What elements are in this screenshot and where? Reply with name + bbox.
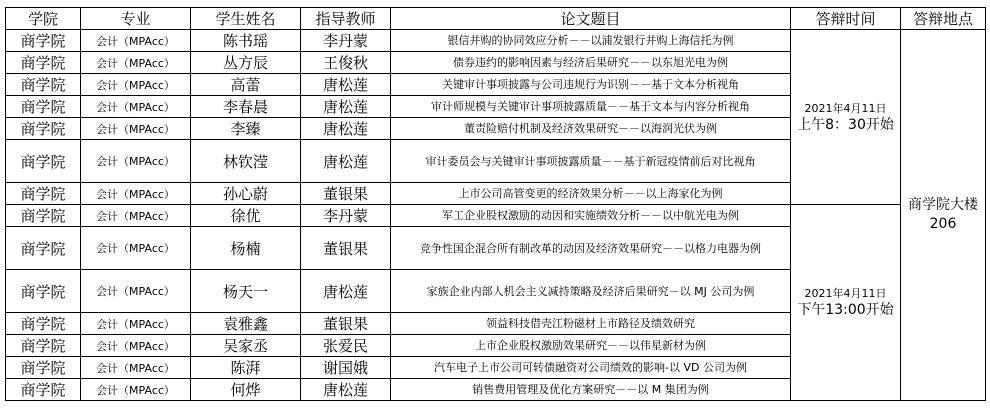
student-cell: 徐优	[191, 205, 301, 227]
table-row	[6, 30, 986, 52]
thesis-title-cell: 关键审计事项披露与公司违规行为识别－－基于文本分析视角	[391, 74, 791, 96]
college-cell: 商学院	[6, 379, 81, 401]
advisor-cell: 董银果	[301, 313, 391, 335]
header-place: 答辩地点	[901, 8, 986, 30]
college-cell: 商学院	[6, 335, 81, 357]
major-cell: 会计（MPAcc）	[81, 140, 191, 183]
student-cell: 杨楠	[191, 227, 301, 270]
thesis-title-cell: 审计师规模与关键审计事项披露质量－－基于文本与内容分析视角	[391, 96, 791, 118]
student-cell: 陈湃	[191, 357, 301, 379]
afternoon-date: 2021年4月11日	[804, 287, 887, 300]
major-cell: 会计（MPAcc）	[81, 183, 191, 205]
header-advisor: 指导教师	[301, 8, 391, 30]
table-row	[6, 205, 986, 227]
student-cell: 吴家丞	[191, 335, 301, 357]
college-cell: 商学院	[6, 313, 81, 335]
advisor-cell: 唐松莲	[301, 140, 391, 183]
header-time: 答辩时间	[791, 8, 901, 30]
header-college: 学院	[6, 8, 81, 30]
student-cell: 孙心蔚	[191, 183, 301, 205]
defense-place-cell: 商学院大楼206	[901, 30, 986, 401]
major-cell: 会计（MPAcc）	[81, 30, 191, 52]
college-cell: 商学院	[6, 183, 81, 205]
thesis-title-cell: 上市公司高管变更的经济效果分析－－以上海家化为例	[391, 183, 791, 205]
thesis-title-cell: 竞争性国企混合所有制改革的动因及经济效果研究－－以格力电器为例	[391, 227, 791, 270]
advisor-cell: 唐松莲	[301, 74, 391, 96]
thesis-title-cell: 债券违约的影响因素与经济后果研究－－以东旭光电为例	[391, 52, 791, 74]
student-cell: 李春晨	[191, 96, 301, 118]
college-cell: 商学院	[6, 205, 81, 227]
header-major: 专业	[81, 8, 191, 30]
advisor-cell: 谢国娥	[301, 357, 391, 379]
student-cell: 林钦滢	[191, 140, 301, 183]
advisor-cell: 唐松莲	[301, 96, 391, 118]
major-cell: 会计（MPAcc）	[81, 118, 191, 140]
major-cell: 会计（MPAcc）	[81, 379, 191, 401]
afternoon-time-cell	[791, 205, 901, 401]
college-cell: 商学院	[6, 140, 81, 183]
major-cell: 会计（MPAcc）	[81, 52, 191, 74]
thesis-title-cell: 银信并购的协同效应分析－－以浦发银行并购上海信托为例	[391, 30, 791, 52]
student-cell: 袁雅鑫	[191, 313, 301, 335]
advisor-cell: 王俊秋	[301, 52, 391, 74]
major-cell: 会计（MPAcc）	[81, 205, 191, 227]
advisor-cell: 董银果	[301, 227, 391, 270]
college-cell: 商学院	[6, 52, 81, 74]
college-cell: 商学院	[6, 118, 81, 140]
student-cell: 何烨	[191, 379, 301, 401]
advisor-cell: 张爱民	[301, 335, 391, 357]
college-cell: 商学院	[6, 357, 81, 379]
header-title: 论文题目	[391, 8, 791, 30]
student-cell: 陈书瑶	[191, 30, 301, 52]
advisor-cell: 唐松莲	[301, 270, 391, 313]
morning-date: 2021年4月11日	[804, 101, 887, 115]
student-cell: 丛方辰	[191, 52, 301, 74]
advisor-cell: 李丹蒙	[301, 30, 391, 52]
major-cell: 会计（MPAcc）	[81, 270, 191, 313]
morning-start: 上午8：30开始	[797, 116, 894, 133]
major-cell: 会计（MPAcc）	[81, 357, 191, 379]
header-row	[6, 8, 986, 30]
advisor-cell: 董银果	[301, 183, 391, 205]
student-cell: 李臻	[191, 118, 301, 140]
student-cell: 高蕾	[191, 74, 301, 96]
thesis-title-cell: 领益科技借壳江粉磁材上市路径及绩效研究	[391, 313, 791, 335]
college-cell: 商学院	[6, 74, 81, 96]
advisor-cell: 李丹蒙	[301, 205, 391, 227]
college-cell: 商学院	[6, 30, 81, 52]
thesis-title-cell: 销售费用管理及优化方案研究－－以 M 集团为例	[391, 379, 791, 401]
major-cell: 会计（MPAcc）	[81, 96, 191, 118]
advisor-cell: 唐松莲	[301, 379, 391, 401]
defense-schedule-table	[5, 7, 986, 401]
thesis-title-cell: 董责险赔付机制及经济效果研究－－以海润光伏为例	[391, 118, 791, 140]
student-cell: 杨天一	[191, 270, 301, 313]
header-student: 学生姓名	[191, 8, 301, 30]
thesis-title-cell: 上市企业股权激励效果研究－－以伟星新材为例	[391, 335, 791, 357]
advisor-cell: 唐松莲	[301, 118, 391, 140]
college-cell: 商学院	[6, 227, 81, 270]
college-cell: 商学院	[6, 270, 81, 313]
major-cell: 会计（MPAcc）	[81, 313, 191, 335]
thesis-title-cell: 审计委员会与关键审计事项披露质量－－基于新冠疫情前后对比视角	[391, 140, 791, 183]
thesis-title-cell: 汽车电子上市公司可转债融资对公司绩效的影响-以 VD 公司为例	[391, 357, 791, 379]
major-cell: 会计（MPAcc）	[81, 74, 191, 96]
thesis-title-cell: 家族企业内部人机会主义减持策略及经济后果研究－以 MJ 公司为例	[391, 270, 791, 313]
college-cell: 商学院	[6, 96, 81, 118]
morning-time-cell	[791, 30, 901, 205]
major-cell: 会计（MPAcc）	[81, 335, 191, 357]
major-cell: 会计（MPAcc）	[81, 227, 191, 270]
thesis-title-cell: 军工企业股权激励的动因和实施绩效分析－－以中航光电为例	[391, 205, 791, 227]
afternoon-start: 下午13:00开始	[797, 302, 894, 318]
